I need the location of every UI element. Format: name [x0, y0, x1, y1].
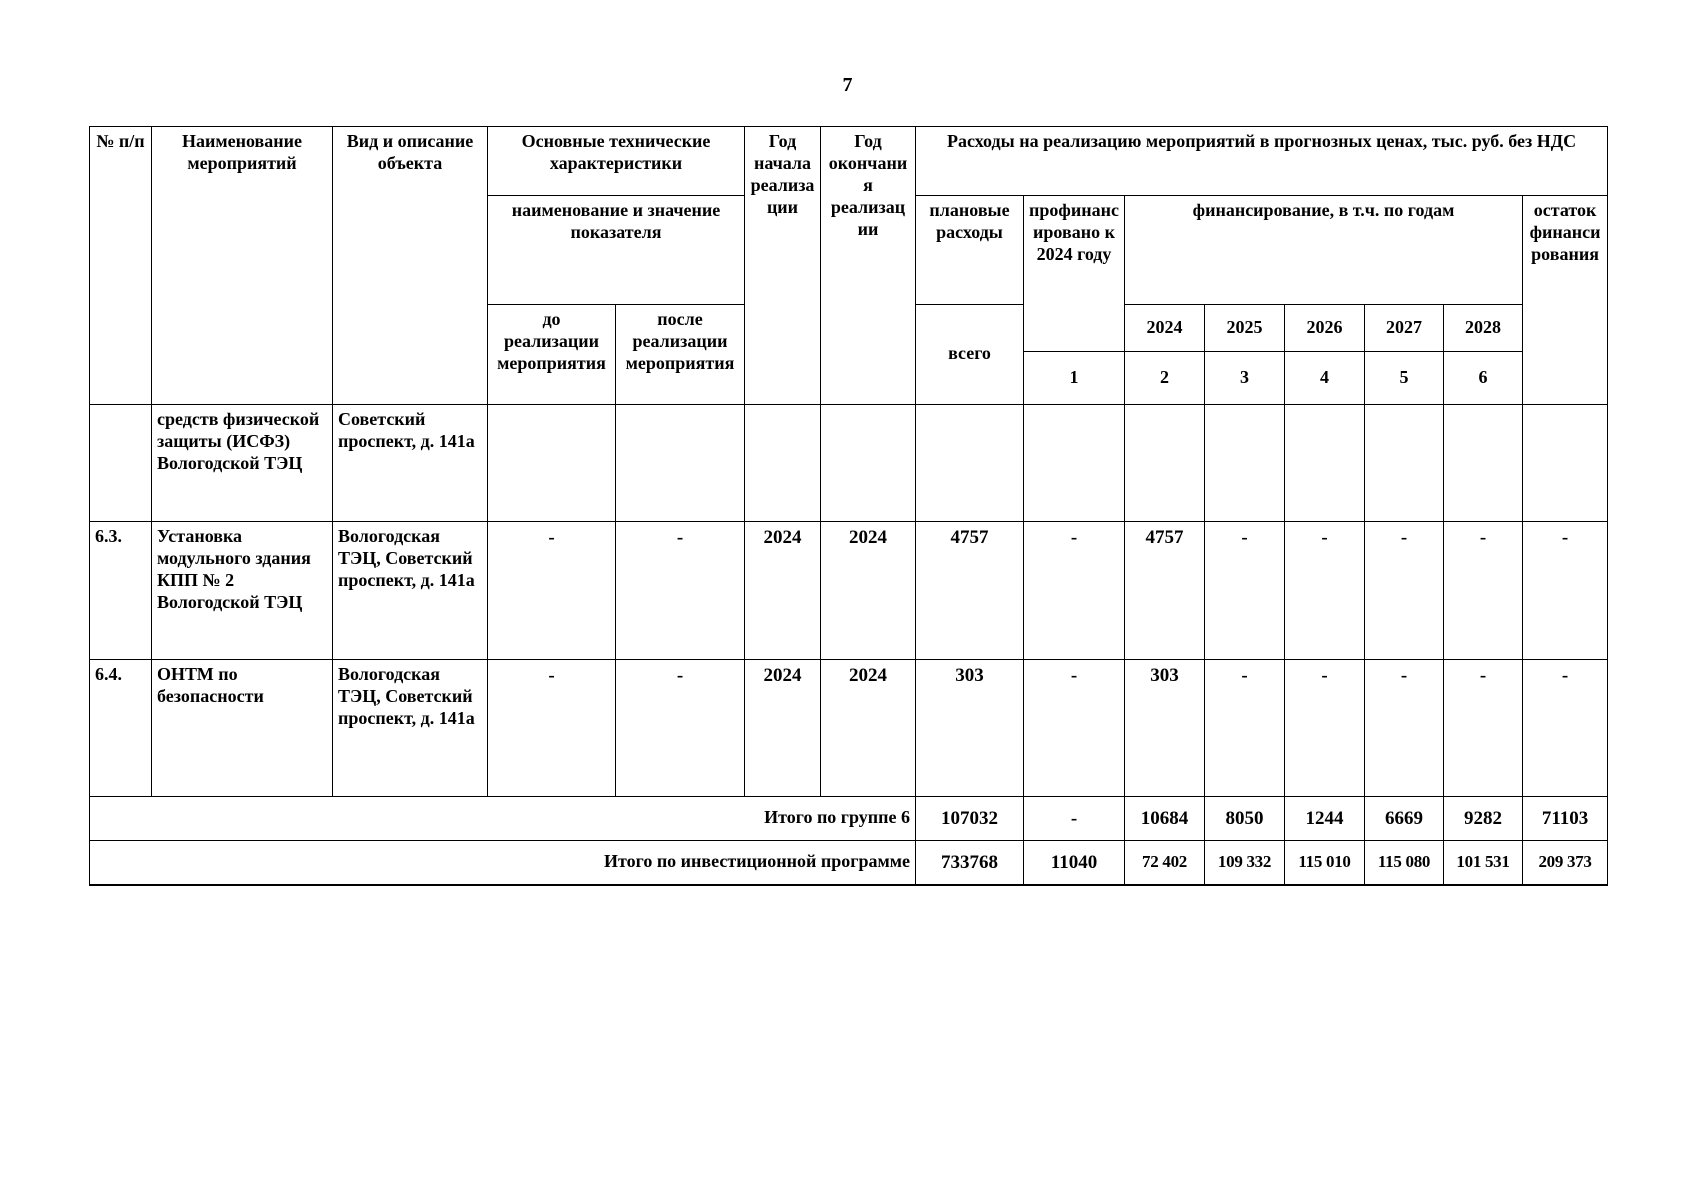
row-cell: - — [1285, 659, 1365, 796]
header-name: Наименование мероприятий — [152, 127, 333, 405]
row-cell — [1444, 404, 1523, 521]
row-cell: 2024 — [821, 659, 916, 796]
row-cell: - — [1523, 521, 1608, 659]
total-value: 107032 — [916, 796, 1024, 840]
row-cell — [1205, 404, 1285, 521]
total-value: - — [1024, 796, 1125, 840]
row-object: Советский проспект, д. 141а — [333, 404, 488, 521]
header-tech-sub: наименование и значение показателя — [488, 196, 745, 305]
header-no: № п/п — [90, 127, 152, 405]
total-value: 101 531 — [1444, 840, 1523, 885]
row-cell: - — [1444, 659, 1523, 796]
row-cell — [1125, 404, 1205, 521]
column-number: 4 — [1285, 352, 1365, 405]
row-name: Установка модульного здания КПП № 2 Вологодской ТЭЦ — [152, 521, 333, 659]
row-cell — [1024, 404, 1125, 521]
row-cell: 303 — [1125, 659, 1205, 796]
row-cell — [488, 404, 616, 521]
row-number: 6.3. — [90, 521, 152, 659]
header-after: после реализации мероприятия — [616, 305, 745, 405]
row-cell: - — [1024, 521, 1125, 659]
header-year-2026: 2026 — [1285, 305, 1365, 352]
row-cell: 4757 — [1125, 521, 1205, 659]
row-cell: - — [1365, 659, 1444, 796]
row-cell: - — [1285, 521, 1365, 659]
row-cell: - — [1205, 659, 1285, 796]
total-value: 9282 — [1444, 796, 1523, 840]
total-value: 10684 — [1125, 796, 1205, 840]
row-cell: 4757 — [916, 521, 1024, 659]
column-number: 1 — [1024, 352, 1125, 405]
total-value: 72 402 — [1125, 840, 1205, 885]
total-value: 115 010 — [1285, 840, 1365, 885]
header-before: до реализации мероприятия — [488, 305, 616, 405]
row-name: ОНТМ по безопасности — [152, 659, 333, 796]
header-year-2025: 2025 — [1205, 305, 1285, 352]
total-value: 733768 — [916, 840, 1024, 885]
row-cell: 2024 — [745, 659, 821, 796]
header-financed: профинансировано к 2024 году — [1024, 196, 1125, 352]
row-cell: - — [1365, 521, 1444, 659]
column-number: 5 — [1365, 352, 1444, 405]
column-number: 2 — [1125, 352, 1205, 405]
total-value: 209 373 — [1523, 840, 1608, 885]
header-planned: плановые расходы — [916, 196, 1024, 305]
total-value: 6669 — [1365, 796, 1444, 840]
table-row — [90, 404, 1608, 521]
row-cell: - — [616, 521, 745, 659]
row-cell: - — [488, 659, 616, 796]
row-cell — [1365, 404, 1444, 521]
total-row-group — [90, 796, 1608, 840]
row-cell: - — [616, 659, 745, 796]
table-row — [90, 659, 1608, 796]
total-value: 1244 — [1285, 796, 1365, 840]
header-remainder: остаток финансирования — [1523, 196, 1608, 405]
total-row-program — [90, 840, 1608, 885]
header-object: Вид и описание объекта — [333, 127, 488, 405]
header-year-2027: 2027 — [1365, 305, 1444, 352]
row-cell: - — [1444, 521, 1523, 659]
row-cell: - — [488, 521, 616, 659]
row-name: средств физической защиты (ИСФЗ) Вологодской ТЭЦ — [152, 404, 333, 521]
row-cell: 2024 — [821, 521, 916, 659]
page-number: 7 — [842, 74, 853, 96]
investment-program-table — [89, 126, 1608, 886]
row-cell: - — [1024, 659, 1125, 796]
total-label: Итого по инвестиционной программе — [90, 840, 916, 885]
total-value: 115 080 — [1365, 840, 1444, 885]
column-number: 6 — [1444, 352, 1523, 405]
row-number — [90, 404, 152, 521]
total-value: 71103 — [1523, 796, 1608, 840]
header-financing: финансирование, в т.ч. по годам — [1125, 196, 1523, 305]
row-cell — [916, 404, 1024, 521]
row-cell — [616, 404, 745, 521]
header-expenses: Расходы на реализацию мероприятий в прогнозных ценах, тыс. руб. без НДС — [916, 127, 1608, 196]
header-year-end: Год окончания реализации — [821, 127, 916, 405]
row-object: Вологодская ТЭЦ, Советский проспект, д. 141а — [333, 521, 488, 659]
header-tech: Основные технические характеристики — [488, 127, 745, 196]
header-year-start: Год начала реализации — [745, 127, 821, 405]
header-year-2024: 2024 — [1125, 305, 1205, 352]
total-value: 8050 — [1205, 796, 1285, 840]
row-object: Вологодская ТЭЦ, Советский проспект, д. 141а — [333, 659, 488, 796]
row-cell: 303 — [916, 659, 1024, 796]
total-value: 11040 — [1024, 840, 1125, 885]
row-cell: - — [1205, 521, 1285, 659]
header-year-2028: 2028 — [1444, 305, 1523, 352]
total-value: 109 332 — [1205, 840, 1285, 885]
header-planned-total: всего — [916, 305, 1024, 405]
total-label: Итого по группе 6 — [90, 796, 916, 840]
row-cell — [1523, 404, 1608, 521]
row-cell — [821, 404, 916, 521]
row-cell: - — [1523, 659, 1608, 796]
row-cell — [745, 404, 821, 521]
row-cell: 2024 — [745, 521, 821, 659]
table-row — [90, 521, 1608, 659]
column-number: 3 — [1205, 352, 1285, 405]
row-number: 6.4. — [90, 659, 152, 796]
row-cell — [1285, 404, 1365, 521]
